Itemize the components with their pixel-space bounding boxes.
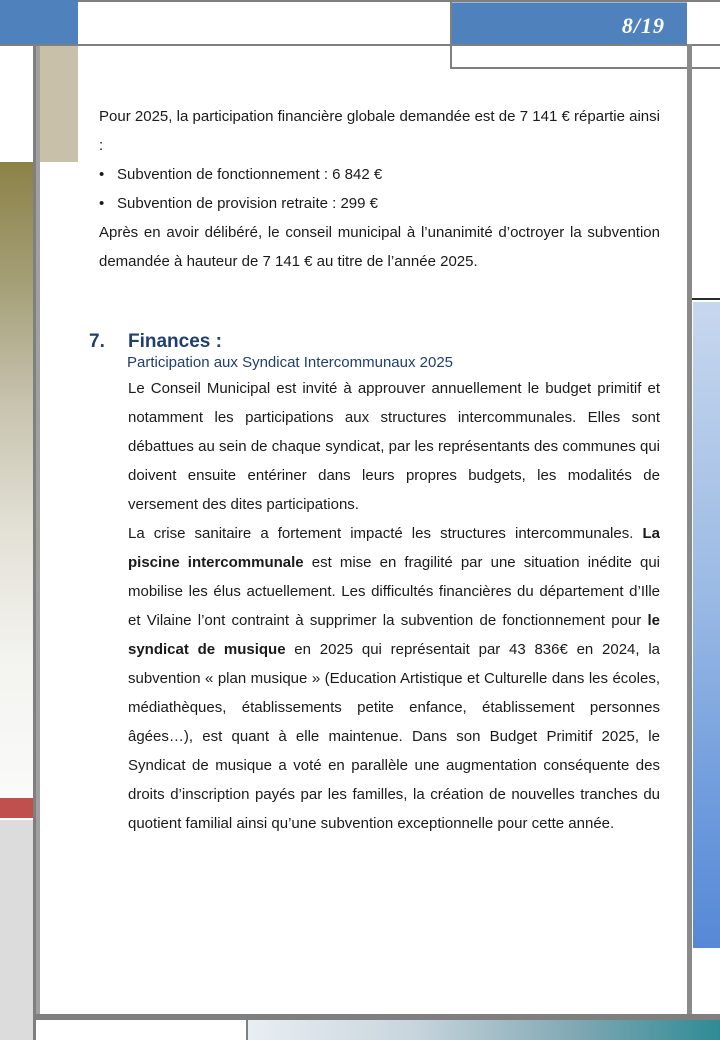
frame-right-border: [687, 44, 692, 1016]
paragraph-2-part-1: La crise sanitaire a fortement impacté les structures intercommunales.: [128, 525, 643, 542]
bullet-text: Subvention de fonctionnement : 6 842 €: [117, 166, 383, 183]
page-number: 8/19: [621, 13, 665, 38]
section-number: 7.: [89, 331, 105, 352]
bullet-icon: •: [99, 195, 105, 212]
section-paragraph-1: Le Conseil Municipal est invité à approuver annuellement le budget primitif et notamment les participations aux structures intercommunales. Elles sont débattues au sein de chaque syndicat, par les représentants des communes qui doivent ensuite entériner dans leurs propres budgets, les modalités de versement des dites participations.: [128, 380, 660, 513]
piscine-highlight: La piscine intercommunale: [128, 525, 660, 571]
section-subtitle: Participation aux Syndicat Intercommunaux 2025: [127, 354, 454, 371]
paragraph-2-part-2: est mise en fragilité par une situation inédite qui mobilise les élus actuellement. Les difficultés financières du département d’Ille et Vilaine l’ont contraint à supprimer la subvention de fonctionnement pour: [128, 554, 661, 629]
bullet-icon: •: [99, 166, 105, 183]
list-item: [99, 189, 378, 218]
footer-teal-gradient-bar: [248, 1020, 720, 1040]
page-number-banner: [451, 2, 687, 44]
right-dark-rule: [692, 298, 720, 300]
bullet-text: Subvention de provision retraite : 299 €: [117, 195, 378, 212]
list-item: [99, 160, 382, 189]
header-blue-block-left: [0, 0, 78, 44]
header-box-horizontal-rule: [450, 67, 720, 69]
left-olive-gradient-bar: [0, 162, 33, 798]
syndicat-musique-highlight: le syndicat de musique: [128, 612, 660, 658]
section-paragraph-2: [128, 519, 660, 838]
decision-paragraph: Après en avoir délibéré, le conseil municipal à l’unanimité d’octroyer la subvention demandée à hauteur de 7 141 € au titre de l’année 2025.: [99, 224, 660, 270]
paragraph-2-part-3: en 2025 qui représentait par 43 836€ en 2024, la subvention « plan musique » (Education Artistique et Culturelle dans les écoles, médiathèques, établissements petite enfance, établissement personnes âgées…), est quant à elle maintenue. Dans son Budget Primitif 2025, le Syndicat de musique a voté en parallèle une augmentation conséquente des droits d’inscription payés par les familles, la création de nouvelles tranches du quotient familial ainsi qu’une subvention exceptionnelle pour cette année.: [128, 641, 660, 832]
header-box-vertical-rule: [450, 2, 452, 69]
tan-accent-block: [40, 46, 78, 162]
header-bottom-rule: [0, 44, 720, 46]
section-title: Finances :: [128, 331, 222, 352]
left-red-accent: [0, 798, 33, 818]
right-blue-gradient-bar: [693, 302, 720, 948]
intro-paragraph: Pour 2025, la participation financière globale demandée est de 7 141 € répartie ainsi :: [99, 108, 660, 154]
left-gray-bar: [0, 820, 33, 1040]
frame-left-inner-border: [36, 46, 40, 1016]
